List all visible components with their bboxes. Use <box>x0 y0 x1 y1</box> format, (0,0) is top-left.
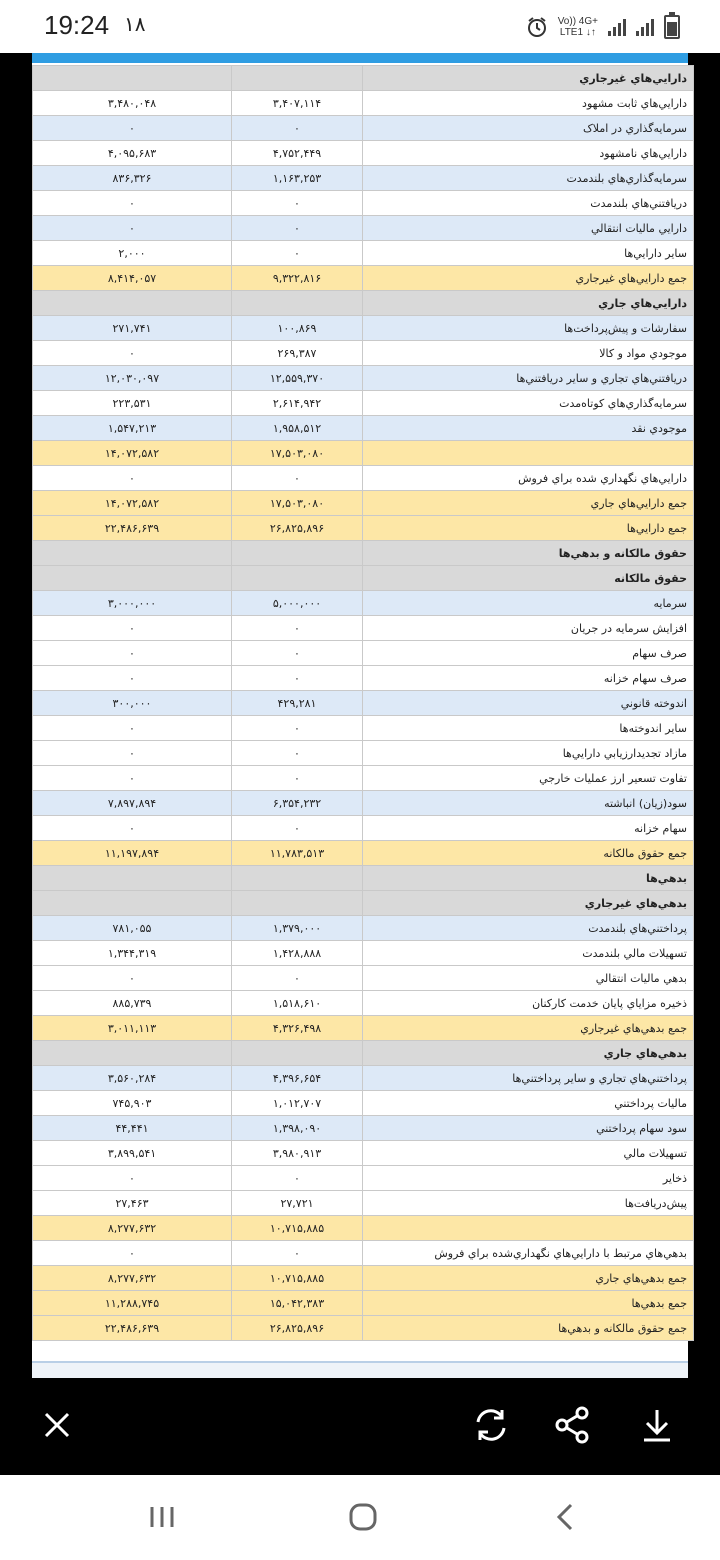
prior-year-value: ۳,۴۸۰,۰۴۸ <box>33 91 232 116</box>
table-row <box>33 616 694 641</box>
current-year-value: ۶,۳۵۴,۲۳۲ <box>232 791 363 816</box>
prior-year-value: ۰ <box>33 741 232 766</box>
current-year-value: ۱۷,۵۰۳,۰۸۰ <box>232 441 363 466</box>
row-label: ذخاير <box>363 1166 694 1191</box>
table-row <box>33 191 694 216</box>
row-label: تسهيلات مالي بلندمدت <box>363 941 694 966</box>
current-year-value: ۰ <box>232 666 363 691</box>
table-row <box>33 791 694 816</box>
current-year-value <box>232 1041 363 1066</box>
back-icon[interactable] <box>545 1497 585 1537</box>
row-label: افزايش سرمايه در جريان <box>363 616 694 641</box>
current-year-value: ۰ <box>232 241 363 266</box>
status-bar <box>0 0 720 53</box>
table-row <box>33 1041 694 1066</box>
current-year-value: ۱,۴۲۸,۸۸۸ <box>232 941 363 966</box>
table-row <box>33 1191 694 1216</box>
current-year-value: ۲۷,۷۲۱ <box>232 1191 363 1216</box>
current-year-value: ۹,۳۲۲,۸۱۶ <box>232 266 363 291</box>
navigation-bar <box>0 1475 720 1560</box>
prior-year-value: ۸,۲۷۷,۶۳۲ <box>33 1216 232 1241</box>
current-year-value: ۰ <box>232 116 363 141</box>
table-row <box>33 516 694 541</box>
row-label: جمع دارايي‌هاي غيرجاري <box>363 266 694 291</box>
table-row <box>33 666 694 691</box>
table-body <box>33 66 694 1341</box>
row-label: سود(زيان) انباشته <box>363 791 694 816</box>
prior-year-value <box>33 866 232 891</box>
table-row <box>33 341 694 366</box>
current-year-value: ۵,۰۰۰,۰۰۰ <box>232 591 363 616</box>
table-row <box>33 941 694 966</box>
table-row <box>33 391 694 416</box>
current-year-value: ۰ <box>232 741 363 766</box>
row-label: موجودي نقد <box>363 416 694 441</box>
row-label: مازاد تجديدارزيابي دارايي‌ها <box>363 741 694 766</box>
row-label: سرمايه‌گذاري در املاک <box>363 116 694 141</box>
current-year-value <box>232 566 363 591</box>
prior-year-value: ۸۳۶,۳۲۶ <box>33 166 232 191</box>
prior-year-value: ۰ <box>33 466 232 491</box>
prior-year-value: ۰ <box>33 816 232 841</box>
table-row <box>33 1291 694 1316</box>
status-icons <box>526 12 680 42</box>
prior-year-value: ۷۸۱,۰۵۵ <box>33 916 232 941</box>
download-icon[interactable] <box>632 1400 682 1450</box>
row-label: سرمايه‌گذاري‌هاي بلندمدت <box>363 166 694 191</box>
clock: 19:24 <box>44 10 110 40</box>
prior-year-value: ۳,۵۶۰,۲۸۴ <box>33 1066 232 1091</box>
row-label: پيش‌دريافت‌ها <box>363 1191 694 1216</box>
row-label: تسهيلات مالي <box>363 1141 694 1166</box>
current-year-value: ۱,۳۷۹,۰۰۰ <box>232 916 363 941</box>
current-year-value: ۰ <box>232 191 363 216</box>
table-row <box>33 441 694 466</box>
table-row <box>33 541 694 566</box>
prior-year-value: ۰ <box>33 191 232 216</box>
table-row <box>33 316 694 341</box>
table-row <box>33 1241 694 1266</box>
signal-1-icon <box>608 18 626 36</box>
prior-year-value: ۰ <box>33 641 232 666</box>
prior-year-value: ۲۲,۴۸۶,۶۳۹ <box>33 516 232 541</box>
current-year-value: ۳,۴۰۷,۱۱۴ <box>232 91 363 116</box>
table-row <box>33 566 694 591</box>
prior-year-value: ۱۱,۱۹۷,۸۹۴ <box>33 841 232 866</box>
signal-2-icon <box>636 18 654 36</box>
prior-year-value <box>33 566 232 591</box>
table-row <box>33 416 694 441</box>
row-label: بدهي‌ها <box>363 866 694 891</box>
prior-year-value: ۱,۳۴۴,۳۱۹ <box>33 941 232 966</box>
current-year-value: ۴۲۹,۲۸۱ <box>232 691 363 716</box>
prior-year-value: ۷,۸۹۷,۸۹۴ <box>33 791 232 816</box>
table-row <box>33 466 694 491</box>
current-year-value: ۲۶,۸۲۵,۸۹۶ <box>232 516 363 541</box>
prior-year-value: ۰ <box>33 766 232 791</box>
prior-year-value: ۱۱,۲۸۸,۷۴۵ <box>33 1291 232 1316</box>
current-year-value: ۱۲,۵۵۹,۳۷۰ <box>232 366 363 391</box>
alarm-icon <box>526 16 548 38</box>
current-year-value: ۱۵,۰۴۲,۳۸۳ <box>232 1291 363 1316</box>
network-label: Vo)) 4G+ LTE1 ↓↑ <box>557 16 598 38</box>
table-row <box>33 641 694 666</box>
prior-year-value: ۱۲,۰۳۰,۰۹۷ <box>33 366 232 391</box>
prior-year-value: ۴۴,۴۴۱ <box>33 1116 232 1141</box>
current-year-value: ۱,۵۱۸,۶۱۰ <box>232 991 363 1016</box>
close-icon[interactable] <box>32 1400 82 1450</box>
current-year-value: ۱,۱۶۳,۲۵۳ <box>232 166 363 191</box>
prior-year-value: ۸,۲۷۷,۶۳۲ <box>33 1266 232 1291</box>
current-year-value: ۱,۳۹۸,۰۹۰ <box>232 1116 363 1141</box>
balance-sheet-wrapper <box>32 65 688 1341</box>
row-label: دارايي‌هاي نگهداري شده براي فروش <box>363 466 694 491</box>
row-label: جمع بدهي‌هاي جاري <box>363 1266 694 1291</box>
row-label: ساير اندوخته‌ها <box>363 716 694 741</box>
current-year-value: ۲۶۹,۳۸۷ <box>232 341 363 366</box>
current-year-value: ۰ <box>232 1166 363 1191</box>
prior-year-value: ۲۲,۴۸۶,۶۳۹ <box>33 1316 232 1341</box>
current-year-value: ۲۶,۸۲۵,۸۹۶ <box>232 1316 363 1341</box>
row-label: دارايي‌هاي نامشهود <box>363 141 694 166</box>
current-year-value: ۱۷,۵۰۳,۰۸۰ <box>232 491 363 516</box>
table-row <box>33 216 694 241</box>
table-row <box>33 716 694 741</box>
table-row <box>33 491 694 516</box>
prior-year-value <box>33 541 232 566</box>
row-label: دارايي‌هاي ثابت مشهود <box>363 91 694 116</box>
table-row <box>33 266 694 291</box>
row-label: صرف سهام <box>363 641 694 666</box>
prior-year-value <box>33 1041 232 1066</box>
row-label: حقوق مالکانه <box>363 566 694 591</box>
balance-sheet-table <box>32 65 694 1341</box>
current-year-value: ۰ <box>232 466 363 491</box>
row-label: ذخيره مزاياي پايان خدمت کارکنان <box>363 991 694 1016</box>
table-row <box>33 141 694 166</box>
table-row <box>33 1141 694 1166</box>
current-year-value: ۱۰۰,۸۶۹ <box>232 316 363 341</box>
prior-year-value <box>33 891 232 916</box>
current-year-value: ۰ <box>232 966 363 991</box>
prior-year-value: ۰ <box>33 966 232 991</box>
current-year-value <box>232 291 363 316</box>
row-label: حقوق مالکانه و بدهي‌ها <box>363 541 694 566</box>
row-label: بدهي‌هاي جاري <box>363 1041 694 1066</box>
prior-year-value: ۰ <box>33 616 232 641</box>
table-row <box>33 691 694 716</box>
row-label: جمع حقوق مالکانه <box>363 841 694 866</box>
current-year-value: ۱۰,۷۱۵,۸۸۵ <box>232 1216 363 1241</box>
share-icon[interactable] <box>548 1400 598 1450</box>
current-year-value: ۰ <box>232 766 363 791</box>
row-label: جمع بدهي‌هاي غيرجاري <box>363 1016 694 1041</box>
row-label: دارايي ماليات انتقالي <box>363 216 694 241</box>
table-row <box>33 1016 694 1041</box>
current-year-value: ۴,۳۹۶,۶۵۴ <box>232 1066 363 1091</box>
prior-year-value: ۳,۰۰۰,۰۰۰ <box>33 591 232 616</box>
notification-count: ۱۸ <box>124 12 146 36</box>
row-label: موجودي مواد و کالا <box>363 341 694 366</box>
current-year-value: ۰ <box>232 1241 363 1266</box>
current-year-value: ۱,۰۱۲,۷۰۷ <box>232 1091 363 1116</box>
current-year-value: ۱۱,۷۸۳,۵۱۳ <box>232 841 363 866</box>
table-row <box>33 966 694 991</box>
row-label: ماليات پرداختني <box>363 1091 694 1116</box>
prior-year-value: ۲۲۳,۵۳۱ <box>33 391 232 416</box>
row-label: دارايي‌هاي جاري <box>363 291 694 316</box>
image-content <box>32 53 688 1378</box>
current-year-value: ۲,۶۱۴,۹۴۲ <box>232 391 363 416</box>
table-row <box>33 1066 694 1091</box>
table-row <box>33 841 694 866</box>
row-label: سرمايه <box>363 591 694 616</box>
table-row <box>33 1266 694 1291</box>
table-row <box>33 891 694 916</box>
current-year-value: ۰ <box>232 616 363 641</box>
row-label <box>363 1216 694 1241</box>
row-label: ساير دارايي‌ها <box>363 241 694 266</box>
rotate-icon[interactable] <box>466 1400 516 1450</box>
viewer-toolbar <box>0 1378 720 1475</box>
row-label: تفاوت تسعير ارز عمليات خارجي <box>363 766 694 791</box>
current-year-value <box>232 891 363 916</box>
table-row <box>33 1316 694 1341</box>
battery-icon <box>664 15 680 39</box>
table-row <box>33 866 694 891</box>
prior-year-value: ۱۴,۰۷۲,۵۸۲ <box>33 491 232 516</box>
current-year-value: ۰ <box>232 641 363 666</box>
prior-year-value: ۲,۰۰۰ <box>33 241 232 266</box>
row-label: اندوخته قانوني <box>363 691 694 716</box>
table-row <box>33 366 694 391</box>
prior-year-value: ۸۸۵,۷۳۹ <box>33 991 232 1016</box>
home-icon[interactable] <box>343 1497 383 1537</box>
table-row <box>33 741 694 766</box>
row-label: پرداختني‌هاي بلندمدت <box>363 916 694 941</box>
table-row <box>33 916 694 941</box>
prior-year-value <box>33 66 232 91</box>
header-strip <box>32 53 688 63</box>
table-row <box>33 66 694 91</box>
row-label: پرداختني‌هاي تجاري و ساير پرداختني‌ها <box>363 1066 694 1091</box>
table-row <box>33 116 694 141</box>
row-label: سرمايه‌گذاري‌هاي کوتاه‌مدت <box>363 391 694 416</box>
prior-year-value: ۲۷۱,۷۴۱ <box>33 316 232 341</box>
prior-year-value: ۳,۸۹۹,۵۴۱ <box>33 1141 232 1166</box>
prior-year-value: ۳۰۰,۰۰۰ <box>33 691 232 716</box>
current-year-value <box>232 866 363 891</box>
row-label: سهام خزانه <box>363 816 694 841</box>
row-label: جمع حقوق مالکانه و بدهي‌ها <box>363 1316 694 1341</box>
prior-year-value: ۸,۴۱۴,۰۵۷ <box>33 266 232 291</box>
row-label: جمع بدهي‌ها <box>363 1291 694 1316</box>
table-row <box>33 816 694 841</box>
current-year-value: ۱,۹۵۸,۵۱۲ <box>232 416 363 441</box>
current-year-value <box>232 541 363 566</box>
current-year-value: ۳,۹۸۰,۹۱۳ <box>232 1141 363 1166</box>
table-row <box>33 166 694 191</box>
prior-year-value: ۰ <box>33 666 232 691</box>
row-label <box>363 441 694 466</box>
row-label: سود سهام پرداختني <box>363 1116 694 1141</box>
current-year-value: ۰ <box>232 716 363 741</box>
prior-year-value: ۴,۰۹۵,۶۸۳ <box>33 141 232 166</box>
row-label: بدهي‌هاي مرتبط با دارايي‌هاي نگهداري‌شده براي فروش <box>363 1241 694 1266</box>
prior-year-value: ۷۴۵,۹۰۳ <box>33 1091 232 1116</box>
current-year-value: ۰ <box>232 816 363 841</box>
table-row <box>33 1116 694 1141</box>
prior-year-value: ۳,۰۱۱,۱۱۳ <box>33 1016 232 1041</box>
current-year-value: ۴,۷۵۲,۴۴۹ <box>232 141 363 166</box>
current-year-value: ۰ <box>232 216 363 241</box>
row-label: بدهي‌هاي غيرجاري <box>363 891 694 916</box>
row-label: صرف سهام خزانه <box>363 666 694 691</box>
current-year-value <box>232 66 363 91</box>
prior-year-value: ۱۴,۰۷۲,۵۸۲ <box>33 441 232 466</box>
table-row <box>33 991 694 1016</box>
prior-year-value: ۰ <box>33 716 232 741</box>
row-label: بدهي ماليات انتقالي <box>363 966 694 991</box>
prior-year-value: ۰ <box>33 216 232 241</box>
prior-year-value: ۰ <box>33 341 232 366</box>
row-label: جمع دارايي‌ها <box>363 516 694 541</box>
table-row <box>33 591 694 616</box>
table-row <box>33 1091 694 1116</box>
current-year-value: ۱۰,۷۱۵,۸۸۵ <box>232 1266 363 1291</box>
current-year-value: ۴,۳۲۶,۴۹۸ <box>232 1016 363 1041</box>
row-label: سفارشات و پيش‌پرداخت‌ها <box>363 316 694 341</box>
prior-year-value: ۰ <box>33 1166 232 1191</box>
table-row <box>33 291 694 316</box>
prior-year-value: ۰ <box>33 116 232 141</box>
row-label: دريافتني‌هاي تجاري و ساير دريافتني‌ها <box>363 366 694 391</box>
table-row <box>33 91 694 116</box>
recent-apps-icon[interactable] <box>142 1497 182 1537</box>
prior-year-value: ۰ <box>33 1241 232 1266</box>
row-label: دريافتني‌هاي بلندمدت <box>363 191 694 216</box>
prior-year-value: ۲۷,۴۶۳ <box>33 1191 232 1216</box>
prior-year-value: ۱,۵۴۷,۲۱۳ <box>33 416 232 441</box>
prior-year-value <box>33 291 232 316</box>
table-row <box>33 241 694 266</box>
table-row <box>33 766 694 791</box>
table-row <box>33 1216 694 1241</box>
row-label: دارايي‌هاي غيرجاري <box>363 66 694 91</box>
row-label: جمع دارايي‌هاي جاري <box>363 491 694 516</box>
table-row <box>33 1166 694 1191</box>
